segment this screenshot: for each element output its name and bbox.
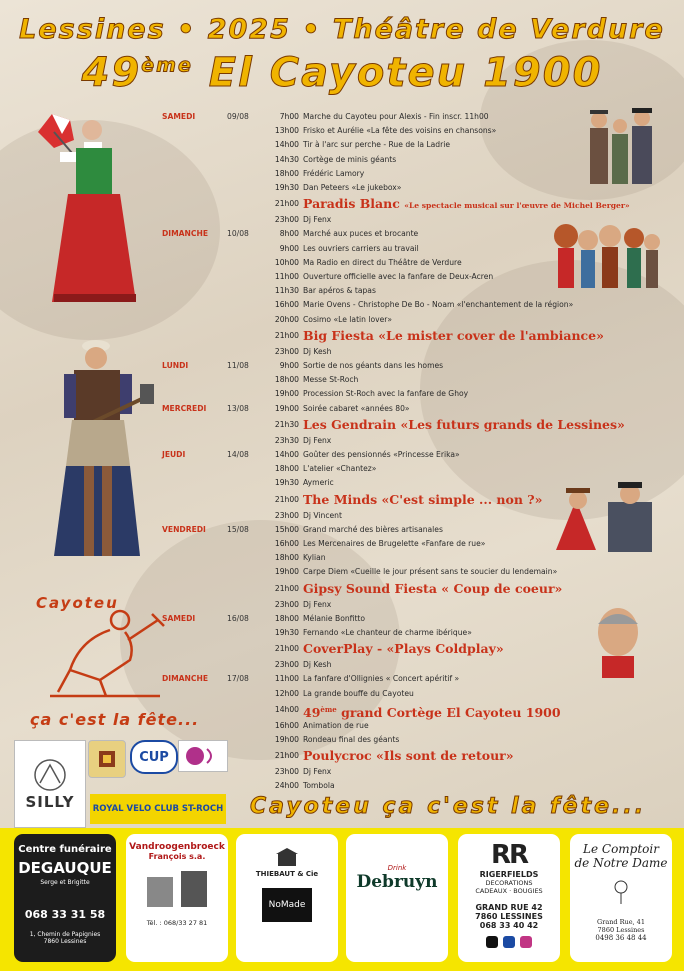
activity-title: Aymeric: [303, 478, 334, 488]
schedule-row: [162, 373, 662, 387]
schedule-time: 19h30: [274, 183, 299, 192]
velo-club-logo: ROYAL VELO CLUB ST-ROCH: [90, 794, 226, 824]
schedule-time: 21h00: [274, 583, 299, 593]
schedule-row: [162, 537, 662, 551]
schedule-time: 16h00: [274, 720, 299, 730]
schedule-row: [162, 626, 662, 640]
schedule-time: 23h00: [274, 599, 299, 609]
silly-emblem-icon: [30, 757, 70, 793]
schedule-row: [162, 719, 662, 733]
activity-title: Soirée cabaret «années 80»: [303, 403, 410, 413]
activity-title: CoverPlay - «Plays Coldplay»: [303, 641, 504, 657]
activity-title: Tombola: [303, 781, 335, 791]
schedule-row: [162, 298, 662, 312]
schedule-row: [162, 153, 662, 167]
schedule-row: [162, 110, 662, 124]
schedule-time: 14h00: [274, 450, 299, 459]
schedule-activity: [303, 284, 376, 298]
activity-title: Dj Fenx: [303, 767, 332, 777]
silly-logo: SILLY: [14, 740, 86, 828]
schedule-time: 19h00: [274, 389, 299, 399]
schedule-day: VENDREDI: [162, 524, 206, 534]
fete-label: ça c'est la fête...: [30, 710, 200, 729]
cayoteu-label: Cayoteu: [36, 594, 119, 612]
schedule-day: JEUDI: [162, 450, 186, 459]
schedule-activity: [303, 672, 459, 686]
sponsor-comptoir: Le Comptoir de Notre Dame Grand Rue, 41 7860 Lessines 0498 36 48 44: [570, 834, 672, 962]
schedule-time: 7h00: [279, 112, 299, 121]
schedule-row: [162, 509, 662, 523]
activity-title: Les Mercenaires de Brugelette «Fanfare de rue»: [303, 539, 486, 548]
schedule-time: 16h00: [274, 539, 299, 548]
abbey-logo: [88, 740, 126, 778]
schedule-row: [162, 284, 662, 298]
schedule-time: 19h30: [274, 628, 299, 637]
schedule-date: 11/08: [227, 361, 249, 370]
giant-woman-figure: [32, 112, 152, 322]
schedule-time: 11h30: [274, 286, 299, 296]
schedule-row: [162, 167, 662, 181]
social-icons: [458, 933, 560, 952]
activity-title: Marie Ovens - Christophe De Bo - Noam «l'enchantement de la région»: [303, 300, 574, 310]
schedule-row: [162, 124, 662, 138]
schedule-activity: [303, 359, 443, 373]
schedule-activity: [303, 626, 472, 640]
schedule-activity: [303, 448, 460, 462]
schedule-time: 11h00: [274, 674, 299, 684]
schedule-activity: [303, 373, 358, 387]
schedule-time: 23h00: [274, 660, 299, 670]
sponsor-thiebaut: THIEBAUT & Cie NoMade: [236, 834, 338, 962]
activity-title: Paradis Blanc: [303, 196, 400, 212]
schedule-row: [162, 434, 662, 448]
schedule-time: 15h00: [274, 524, 299, 534]
activity-title: Poulycroc «Ils sont de retour»: [303, 748, 514, 764]
schedule-activity: [303, 719, 369, 733]
schedule-day: MERCREDI: [162, 403, 207, 413]
schedule-time: 23h00: [274, 346, 299, 356]
activity-title: Cosimo «Le latin lover»: [303, 314, 393, 324]
instagram-icon[interactable]: [520, 936, 532, 948]
schedule-row: [162, 565, 662, 579]
schedule-date: 16/08: [227, 613, 249, 623]
schedule-time: 19h00: [274, 403, 299, 413]
schedule-row: [162, 779, 662, 793]
schedule-day: DIMANCHE: [162, 229, 209, 239]
schedule-row: [162, 765, 662, 779]
schedule-activity: [303, 491, 542, 509]
schedule-activity: [303, 565, 557, 579]
schedule-activity: [303, 387, 468, 401]
activity-ordinal: ème: [320, 704, 337, 714]
activity-title: Dj Fenx: [303, 435, 332, 445]
activity-title: Rondeau final des géants: [303, 735, 400, 744]
footer-slogan: Cayoteu ça c'est la fête...: [250, 794, 647, 819]
schedule-activity: [303, 476, 334, 490]
schedule-time: 18h00: [274, 464, 299, 474]
schedule-row: [162, 181, 662, 195]
cayoteu-drawing: [40, 600, 170, 700]
schedule-date: 14/08: [227, 450, 249, 459]
schedule-headline-row: [162, 327, 662, 345]
schedule-time: 18h00: [274, 375, 299, 385]
schedule-time: 14h00: [274, 140, 299, 150]
schedule-headline-row: [162, 580, 662, 598]
schedule-date: 13/08: [227, 403, 249, 413]
schedule-activity: [303, 242, 419, 256]
activity-title: Cortège de minis géants: [303, 154, 397, 164]
activity-title: Grand marché des bières artisanales: [303, 524, 443, 534]
schedule-activity: [303, 124, 496, 138]
schedule-activity: [303, 658, 331, 672]
schedule-time: 14h30: [274, 154, 299, 164]
schedule-activity: [303, 402, 410, 416]
activity-title: Dj Fenx: [303, 599, 332, 609]
schedule-row: [162, 733, 662, 747]
schedule-time: 9h00: [279, 243, 299, 253]
activity-title: Bar apéros & tapas: [303, 286, 376, 296]
schedule-activity: [303, 213, 331, 227]
activity-title: Dj Kesh: [303, 660, 332, 670]
schedule-activity: [303, 181, 401, 195]
schedule-time: 16h00: [274, 300, 299, 310]
schedule: [162, 110, 662, 790]
sponsor-debruyn: Drink Debruyn: [346, 834, 448, 962]
activity-title: Fernando «Le chanteur de charme ibérique»: [303, 628, 472, 637]
schedule-activity: [303, 537, 485, 551]
headstone-icon: [137, 867, 217, 911]
schedule-time: 23h30: [274, 435, 299, 445]
schedule-time: 23h00: [274, 510, 299, 520]
schedule-activity: [303, 138, 450, 152]
activity-title: Carpe Diem «Cueille le jour présent sans te soucier du lendemain»: [303, 567, 558, 577]
activity-title: Goûter des pensionnés «Princesse Erika»: [303, 450, 460, 459]
activity-title-rest: grand Cortège El Cayoteu 1900: [336, 704, 561, 720]
schedule-date: 15/08: [227, 524, 249, 534]
schedule-day: SAMEDI: [162, 112, 196, 121]
schedule-date: 10/08: [227, 229, 249, 239]
schedule-time: 12h00: [274, 688, 299, 698]
activity-title: Marché aux puces et brocante: [303, 229, 419, 239]
schedule-row: [162, 523, 662, 537]
schedule-day: LUNDI: [162, 361, 189, 370]
activity-title: Frisko et Aurélie «La fête des voisins en chansons»: [303, 126, 497, 136]
schedule-row: [162, 387, 662, 401]
schedule-date: 09/08: [227, 112, 249, 121]
schedule-activity: [303, 327, 604, 345]
schedule-time: 18h00: [274, 553, 299, 563]
schedule-day: SAMEDI: [162, 613, 196, 623]
activity-title: 49: [303, 704, 321, 720]
schedule-activity: [303, 523, 443, 537]
poster-title: 49ème El Cayoteu 1900: [81, 50, 603, 96]
schedule-activity: [303, 765, 331, 779]
schedule-time: 21h00: [274, 330, 299, 340]
schedule-headline-row: [162, 747, 662, 765]
schedule-activity: [303, 598, 331, 612]
activity-title: Big Fiesta «Le mister cover de l'ambiance»: [303, 327, 604, 343]
schedule-time: 23h00: [274, 767, 299, 777]
activity-title: Kylian: [303, 553, 326, 563]
poster-subtitle: Lessines • 2025 • Théâtre de Verdure: [19, 14, 665, 45]
activity-title: The Minds «C'est simple ... non ?»: [303, 491, 543, 507]
schedule-row: [162, 138, 662, 152]
activity-title: Dan Peteers «Le jukebox»: [303, 183, 402, 192]
schedule-activity: [303, 687, 414, 701]
schedule-time: 13h00: [274, 126, 299, 136]
schedule-time: 21h00: [274, 751, 299, 761]
schedule-time: 21h30: [274, 419, 299, 429]
schedule-activity: [303, 580, 562, 598]
schedule-row: [162, 658, 662, 672]
schedule-row: [162, 242, 662, 256]
schedule-activity: [303, 227, 418, 241]
schedule-day: DIMANCHE: [162, 674, 209, 684]
activity-title: Messe St-Roch: [303, 375, 359, 385]
schedule-time: 18h00: [274, 613, 299, 623]
tiktok-icon[interactable]: [486, 936, 498, 948]
schedule-activity: [303, 345, 331, 359]
activity-title: Dj Fenx: [303, 215, 332, 225]
schedule-headline-row: [162, 491, 662, 509]
activity-title: Frédéric Lamory: [303, 168, 365, 178]
schedule-time: 19h00: [274, 735, 299, 744]
schedule-activity: [303, 640, 504, 658]
schedule-date: 17/08: [227, 674, 249, 684]
schedule-row: [162, 256, 662, 270]
schedule-activity: [303, 462, 376, 476]
rose-icon: [611, 880, 631, 904]
activity-title: Sortie de nos géants dans les homes: [303, 361, 444, 370]
schedule-time: 10h00: [274, 257, 299, 267]
activity-title: Mélanie Bonfitto: [303, 613, 366, 623]
schedule-row: [162, 359, 662, 373]
schedule-row: [162, 227, 662, 241]
schedule-activity: [303, 298, 573, 312]
schedule-activity: [303, 747, 514, 765]
schedule-activity: [303, 733, 399, 747]
schedule-time: 8h00: [279, 229, 299, 239]
nomade-logo: NoMade: [262, 888, 312, 922]
activity-title: L'atelier «Chantez»: [303, 464, 377, 474]
sponsors-band: [0, 828, 684, 971]
schedule-activity: [303, 416, 625, 434]
activity-subtitle: «Le spectacle musical sur l'œuvre de Michel Berger»: [404, 201, 630, 211]
schedule-headline-row: [162, 701, 662, 719]
schedule-time: 21h00: [274, 199, 299, 209]
activity-title: Les ouvriers carriers au travail: [303, 243, 419, 253]
activity-title: Dj Kesh: [303, 346, 332, 356]
schedule-activity: [303, 167, 364, 181]
activity-title: Animation de rue: [303, 720, 369, 730]
schedule-time: 18h00: [274, 168, 299, 178]
schedule-headline-row: [162, 195, 662, 213]
schedule-row: [162, 345, 662, 359]
schedule-row: [162, 687, 662, 701]
activity-title: Ma Radio en direct du Théâtre de Verdure: [303, 257, 462, 267]
sponsor-rigerfields: RR RIGERFIELDS DECORATIONS CADEAUX · BOUGIES GRAND RUE 42 7860 LESSINES 068 33 40 42: [458, 834, 560, 962]
schedule-headline-row: [162, 640, 662, 658]
schedule-time: 23h00: [274, 215, 299, 225]
activity-title: Tir à l'arc sur perche - Rue de la Ladrie: [303, 140, 451, 150]
activity-title: Marche du Cayoteu pour Alexis - Fin inscr. 11h00: [303, 112, 489, 121]
schedule-row: [162, 551, 662, 565]
crest-icon: [95, 747, 119, 771]
schedule-headline-row: [162, 416, 662, 434]
schedule-time: 20h00: [274, 314, 299, 324]
schedule-activity: [303, 551, 326, 565]
schedule-activity: [303, 434, 331, 448]
schedule-time: 21h00: [274, 644, 299, 654]
sponsor-vandroogenbroeck: Vandroogenbroeck François s.a. Tél. : 068/33 27 81: [126, 834, 228, 962]
schedule-time: 24h00: [274, 781, 299, 791]
schedule-row: [162, 448, 662, 462]
schedule-activity: [303, 256, 462, 270]
schedule-activity: [303, 110, 489, 124]
schedule-row: [162, 598, 662, 612]
activity-title: La fanfare d'Ollignies « Concert apéritif »: [303, 674, 460, 684]
schedule-activity: [303, 270, 493, 284]
schedule-time: 14h00: [274, 704, 299, 714]
schedule-row: [162, 402, 662, 416]
schedule-activity: [303, 195, 630, 215]
schedule-time: 19h00: [274, 567, 299, 577]
cup-logo: CUP: [130, 740, 178, 774]
schedule-activity: [303, 313, 392, 327]
schedule-time: 19h30: [274, 478, 299, 488]
sponsor-degauque: Centre funéraire DEGAUQUE Serge et Brigitte 068 33 31 58 1, Chemin de Papignies 7860 Lessines: [14, 834, 116, 962]
schedule-row: [162, 476, 662, 490]
schedule-row: [162, 672, 662, 686]
building-icon: [276, 848, 298, 866]
schedule-activity: [303, 509, 342, 523]
facebook-icon[interactable]: [503, 936, 515, 948]
schedule-time: 21h00: [274, 494, 299, 504]
schedule-row: [162, 213, 662, 227]
activity-title: Gipsy Sound Fiesta « Coup de coeur»: [303, 580, 563, 596]
schedule-time: 9h00: [279, 361, 299, 370]
activity-title: Procession St-Roch avec la fanfare de Ghoy: [303, 389, 469, 399]
schedule-row: [162, 612, 662, 626]
giant-carrier-figure: [44, 336, 164, 566]
activity-title: Ouverture officielle avec la fanfare de Deux-Acren: [303, 272, 494, 281]
activity-title: La grande bouffe du Cayoteu: [303, 688, 414, 698]
schedule-row: [162, 462, 662, 476]
schedule-activity: [303, 612, 365, 626]
schedule-activity: [303, 153, 396, 167]
activity-title: Dj Vincent: [303, 510, 342, 520]
schedule-row: [162, 270, 662, 284]
schedule-activity: [303, 779, 335, 793]
activity-title: Les Gendrain «Les futurs grands de Lessines»: [303, 416, 625, 432]
schedule-row: [162, 313, 662, 327]
schedule-time: 11h00: [274, 272, 299, 281]
